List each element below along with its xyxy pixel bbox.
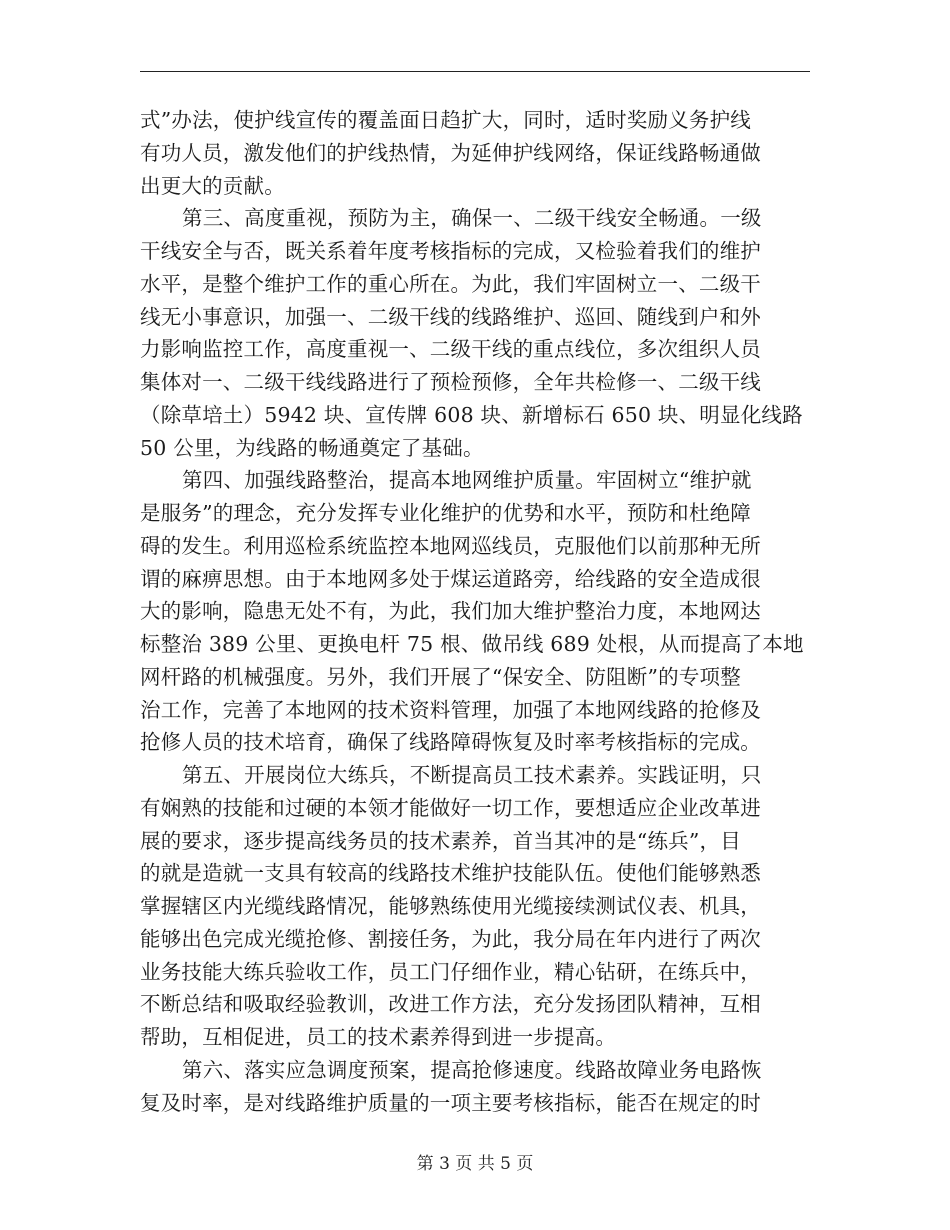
text-line: 的就是造就一支具有较高的线路技术维护技能队伍。使他们能够熟悉 bbox=[140, 861, 761, 886]
text-line: 业务技能大练兵验收工作，员工门仔细作业，精心钻研，在练兵中， bbox=[140, 959, 761, 984]
text-line: 能够出色完成光缆抢修、割接任务，为此，我分局在年内进行了两次 bbox=[140, 926, 761, 951]
text-line: 谓的麻痹思想。由于本地网多处于煤运道路旁，给线路的安全造成很 bbox=[140, 566, 761, 591]
text-line: 大的影响，隐患无处不有，为此，我们加大维护整治力度，本地网达 bbox=[140, 599, 761, 624]
paragraph-first-line: 第五、开展岗位大练兵，不断提高员工技术素养。实践证明，只 bbox=[182, 763, 762, 787]
paragraph-first-line: 第四、加强线路整治，提高本地网维护质量。牢固树立“维护就 bbox=[182, 468, 752, 493]
paragraph-first-line: 第六、落实应急调度预案，提高抢修速度。线路故障业务电路恢 bbox=[182, 1057, 762, 1082]
text-line: 线无小事意识，加强一、二级干线的线路维护、巡回、随线到户和外 bbox=[140, 304, 761, 329]
text-line: 出更大的贡献。 bbox=[140, 173, 285, 198]
text-line: 不断总结和吸取经验教训，改进工作方法，充分发扬团队精神，互相 bbox=[140, 992, 761, 1017]
text-line: 展的要求，逐步提高线务员的技术素养，首当其冲的是“练兵”，目 bbox=[140, 828, 741, 853]
text-line: 力影响监控工作，高度重视一、二级干线的重点线位，多次组织人员 bbox=[140, 337, 761, 362]
text-line: 掌握辖区内光缆线路情况，能够熟练使用光缆接续测试仪表、机具， bbox=[140, 894, 761, 918]
text-line: 有功人员，激发他们的护线热情，为延伸护线网络，保证线路畅通做 bbox=[140, 140, 761, 165]
text-line: 抢修人员的技术培育，确保了线路障碍恢复及时率考核指标的完成。 bbox=[140, 730, 761, 755]
text-line: 标整治 389 公里、更换电杆 75 根、做吊线 689 处根，从而提高了本地 bbox=[140, 632, 804, 656]
body-text bbox=[140, 104, 808, 1119]
text-line: 是服务”的理念，充分发挥专业化维护的优势和水平，预防和杜绝障 bbox=[140, 501, 751, 525]
text-line: （除草培土）5942 块、宣传牌 608 块、新增标石 650 块、明显化线路 bbox=[140, 402, 803, 427]
text-line: 集体对一、二级干线线路进行了预检预修，全年共检修一、二级干线 bbox=[140, 370, 761, 394]
text-line: 帮助，互相促进，员工的技术素养得到进一步提高。 bbox=[140, 1025, 617, 1049]
text-line: 50 公里，为线路的畅通奠定了基础。 bbox=[140, 435, 484, 460]
text-line: 水平，是整个维护工作的重心所在。为此，我们牢固树立一、二级干 bbox=[140, 271, 761, 296]
text-line: 式”办法，使护线宣传的覆盖面日趋扩大，同时，适时奖励义务护线 bbox=[140, 108, 751, 132]
text-line: 有娴熟的技能和过硬的本领才能做好一切工作，要想适应企业改革进 bbox=[140, 795, 761, 820]
text-line: 网杆路的机械强度。另外，我们开展了“保安全、防阻断”的专项整 bbox=[140, 664, 741, 689]
header-rule bbox=[140, 71, 810, 72]
text-line: 复及时率，是对线路维护质量的一项主要考核指标，能否在规定的时 bbox=[140, 1090, 761, 1115]
page-footer: 第 3 页 共 5 页 bbox=[416, 1154, 534, 1174]
paragraph-first-line: 第三、高度重视，预防为主，确保一、二级干线安全畅通。一级 bbox=[182, 206, 762, 231]
text-line: 碍的发生。利用巡检系统监控本地网巡线员，克服他们以前那种无所 bbox=[140, 533, 761, 558]
text-line: 治工作，完善了本地网的技术资料管理，加强了本地网线路的抢修及 bbox=[140, 697, 761, 722]
text-line: 干线安全与否，既关系着年度考核指标的完成，又检验着我们的维护 bbox=[140, 239, 761, 263]
